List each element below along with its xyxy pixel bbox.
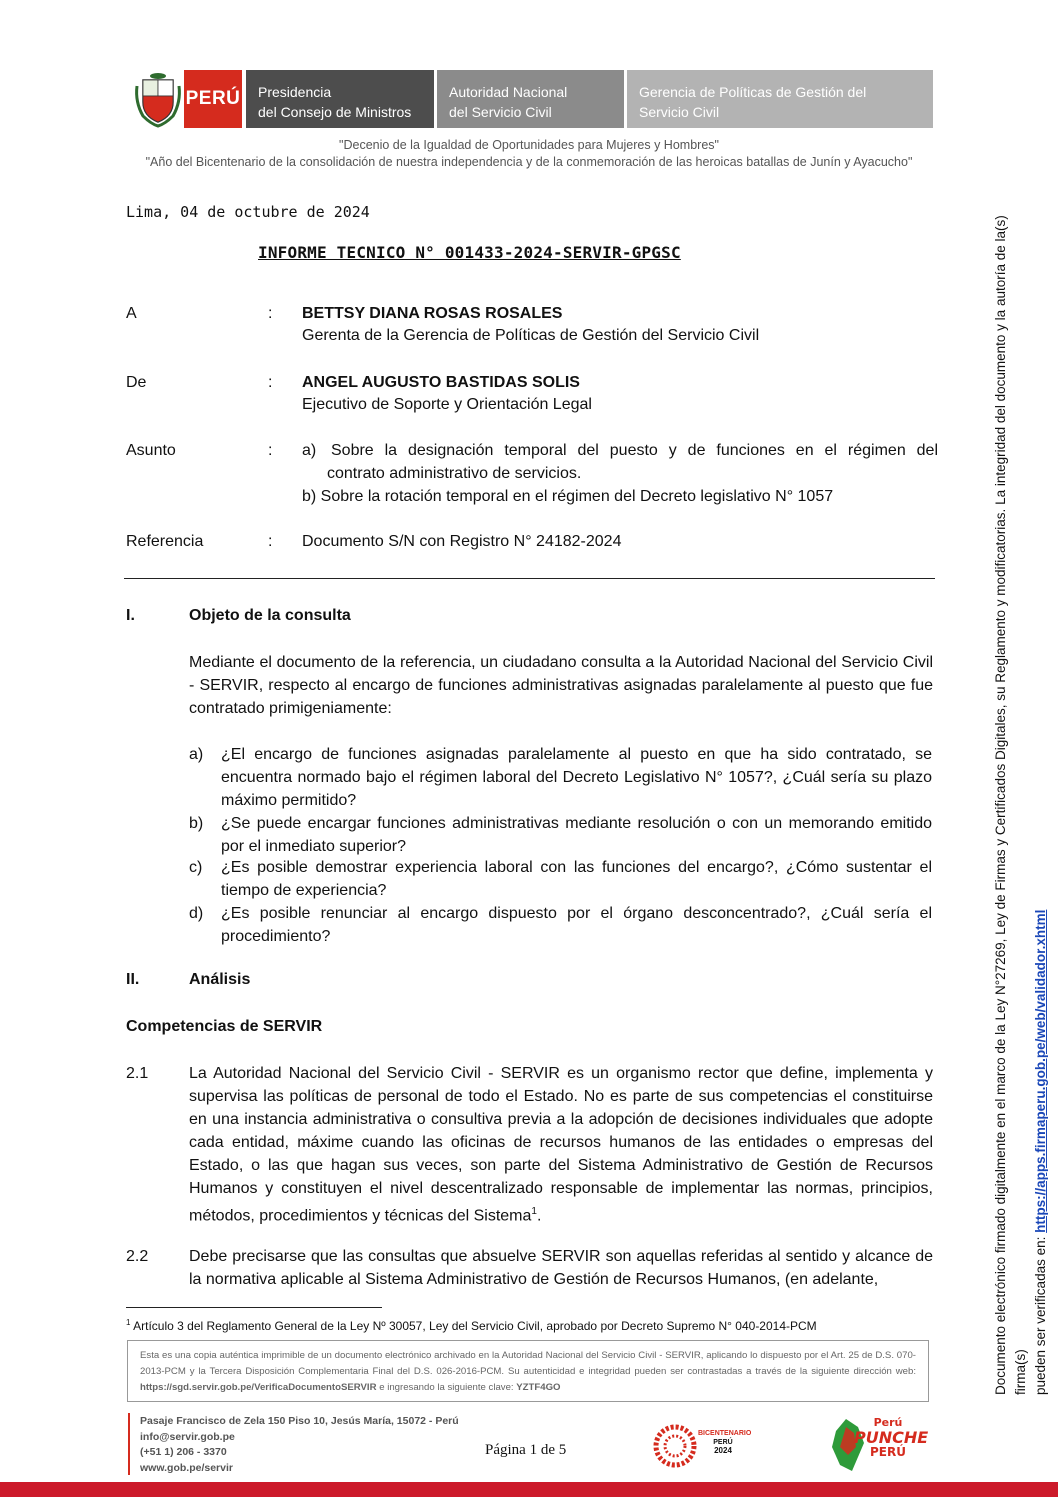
question-d-letter: d) <box>189 905 204 922</box>
bicentenario-line2: PERÚ <box>713 1438 733 1446</box>
signature-note-line1: Documento electrónico firmado digitalmente en el marco de la Ley N°27269, Ley de Firmas y Certificados Digitales, su Reglamento y modificatorias. La integridad del documento y la autoría de la(s) firma(s) <box>993 215 1028 1395</box>
decenio-line1: "Decenio de la Igualdad de Oportunidades para Mujeres y Hombres" <box>339 138 719 152</box>
section1-intro: Mediante el documento de la referencia, un ciudadano consulta a la Autoridad Nacional del Servicio Civil - SERVIR, respecto al encargo de funciones administrativas asignadas paralelamente al puesto que fue contratado primigeniamente: <box>189 654 933 717</box>
verification-text2: e ingresando la siguiente clave: <box>376 1382 517 1393</box>
document-title: INFORME TECNICO N° 001433-2024-SERVIR-GPGSC <box>258 243 681 262</box>
to-name: BETTSY DIANA ROSAS ROSALES <box>302 305 563 322</box>
paragraph-2-1-number: 2.1 <box>126 1065 149 1082</box>
reference-label: Referencia <box>126 533 204 550</box>
paragraph-2-1-text: La Autoridad Nacional del Servicio Civil - SERVIR es un organismo rector que define, implementa y supervisa las políticas de personal de todo el Estado. No es parte de sus competencias el constituirse en una instancia administrativa o consultiva previa a la adopción de decisiones individuales que adopte cada entidad, máxime cuando las oficinas de recursos humanos de las entidades o empresas del Estado, o las que hagan sus veces, son parte del Sistema Administrativo de Gestión de Recursos Humanos y constituyen el nivel descentralizado responsable de implementar las normas, principios, métodos, procedimientos y técnicas del Sistema <box>189 1065 933 1225</box>
punche-peru-logo <box>828 1415 929 1475</box>
header-divider <box>124 578 935 579</box>
question-c-text: ¿Es posible demostrar experiencia laboral con las funciones del encargo?, ¿Cómo sustentar el tiempo de experiencia? <box>221 859 932 899</box>
paragraph-2-2: Debe precisarse que las consultas que absuelve SERVIR son aquellas referidas al sentido y alcance de la normativa aplicable al Sistema Administrativo de Gestión de Recursos Humanos, (en adelante, <box>189 1248 933 1288</box>
section1-title: Objeto de la consulta <box>189 607 351 624</box>
bicentenario-line3: 2024 <box>714 1446 732 1455</box>
question-a-letter: a) <box>189 746 204 763</box>
decenio-text <box>0 137 1058 171</box>
question-c-letter: c) <box>189 859 203 876</box>
peru-coat-of-arms-logo <box>133 72 183 128</box>
question-a-text: ¿El encargo de funciones asignadas paralelamente al puesto en que ha sido contratado, se encuentra normado bajo el régimen laboral del Decreto Legislativo N° 1057?, ¿Cuál sería su plazo máximo permitido? <box>221 746 932 809</box>
from-role: Ejecutivo de Soporte y Orientación Legal <box>302 396 592 413</box>
header-box-gerencia-line1: Gerencia de Políticas de Gestión del <box>639 84 867 100</box>
verification-notice <box>127 1340 929 1402</box>
subject-a-line2: contrato administrativo de servicios. <box>327 465 582 482</box>
page-number: Página 1 de 5 <box>485 1442 567 1458</box>
footer-phone: (+51 1) 206 - 3370 <box>140 1446 227 1458</box>
footnote <box>126 1318 817 1333</box>
footer-address: Pasaje Francisco de Zela 150 Piso 10, Jesús María, 15072 - Perú <box>140 1415 459 1427</box>
footer-web[interactable]: www.gob.pe/servir <box>140 1461 233 1474</box>
header-box-pcm-line2: del Consejo de Ministros <box>258 104 412 120</box>
header-box-gerencia <box>627 70 933 128</box>
header-box-pcm-line1: Presidencia <box>258 84 332 100</box>
punche-line3: PERÚ <box>870 1445 906 1459</box>
section1-number: I. <box>126 607 135 624</box>
from-colon: : <box>268 374 273 391</box>
from-label: De <box>126 374 147 391</box>
footnote-ref-1[interactable]: 1 <box>531 1206 537 1217</box>
footer-email[interactable]: info@servir.gob.pe <box>140 1430 235 1443</box>
peru-label: PERÚ <box>184 70 242 128</box>
signature-note-line2-text: pueden ser verificadas en: <box>1033 1232 1048 1395</box>
subject-a-letter: a) <box>302 442 317 459</box>
to-colon: : <box>268 305 273 322</box>
subject-label: Asunto <box>126 442 176 459</box>
bottom-red-bar <box>0 1482 1058 1497</box>
signature-validator-link[interactable]: https://apps.firmaperu.gob.pe/web/validador.xhtml <box>1033 909 1048 1233</box>
question-d-text: ¿Es posible renunciar al encargo dispuesto por el órgano desconcentrado?, ¿Cuál sería el procedimiento? <box>221 905 932 945</box>
punche-line2: PUNCHE <box>854 1428 929 1447</box>
reference-value: Documento S/N con Registro N° 24182-2024 <box>302 533 622 550</box>
from-name: ANGEL AUGUSTO BASTIDAS SOLIS <box>302 374 580 391</box>
digital-signature-note <box>991 215 1051 1395</box>
footnote-number: 1 <box>126 1318 131 1327</box>
header-box-gerencia-line2: Servicio Civil <box>639 104 720 120</box>
bicentenario-line1: BICENTENARIO <box>698 1430 752 1437</box>
decenio-line2: "Año del Bicentenario de la consolidación de nuestra independencia y de la conmemoración de las heroicas batallas de Junín y Ayacucho" <box>145 155 913 169</box>
footnote-text: Artículo 3 del Reglamento General de la Ley Nº 30057, Ley del Servicio Civil, aprobado por Decreto Supremo N° 040-2014-PCM <box>130 1319 817 1333</box>
from-value <box>302 372 592 416</box>
header-box-servir-line2: del Servicio Civil <box>449 104 552 120</box>
reference-colon: : <box>268 533 273 550</box>
verification-url[interactable]: https://sgd.servir.gob.pe/VerificaDocumentoSERVIR <box>140 1382 377 1393</box>
address-accent-bar <box>128 1413 130 1475</box>
section2-number: II. <box>126 971 140 988</box>
footnote-divider <box>126 1307 382 1308</box>
header-box-servir <box>437 70 624 128</box>
section2-title: Análisis <box>189 971 251 988</box>
subject-colon: : <box>268 442 273 459</box>
header-box-servir-line1: Autoridad Nacional <box>449 84 568 100</box>
footer-address-block <box>140 1414 459 1476</box>
bicentenario-logo <box>652 1420 752 1472</box>
verification-text1: Esta es una copia auténtica imprimible de un documento electrónico archivado en la Autoridad Nacional del Servicio Civil - SERVIR, aplicando lo dispuesto por el Art. 25 de D.S. 070-2013-PCM y la Tercera Disposición Complementaria Final del D.S. 026-2016-PCM. Su autenticidad e integridad pueden ser contrastadas a través de la siguiente dirección web: <box>140 1350 916 1377</box>
question-b-text: ¿Se puede encargar funciones administrativas mediante resolución o con un memorando emitido por el inmediato superior? <box>221 815 932 855</box>
paragraph-2-1-end: . <box>536 1207 542 1225</box>
paragraph-2-2-number: 2.2 <box>126 1248 149 1265</box>
to-label: A <box>126 305 137 322</box>
paragraph-2-1 <box>189 1062 933 1227</box>
verification-key: YZTF4GO <box>516 1382 561 1393</box>
subject-a-line1: Sobre la designación temporal del puesto y de funciones en el régimen del <box>331 442 938 459</box>
signature-note-line2 <box>1031 215 1051 1395</box>
to-value <box>302 303 759 347</box>
to-role: Gerenta de la Gerencia de Políticas de Gestión del Servicio Civil <box>302 327 760 344</box>
punche-line1: Perú <box>873 1416 903 1429</box>
subject-b: b) Sobre la rotación temporal en el régimen del Decreto legislativo N° 1057 <box>302 488 834 505</box>
header-box-pcm <box>246 70 434 128</box>
question-b-letter: b) <box>189 815 204 832</box>
section2-subtitle: Competencias de SERVIR <box>126 1018 323 1035</box>
document-date: Lima, 04 de octubre de 2024 <box>126 203 370 221</box>
